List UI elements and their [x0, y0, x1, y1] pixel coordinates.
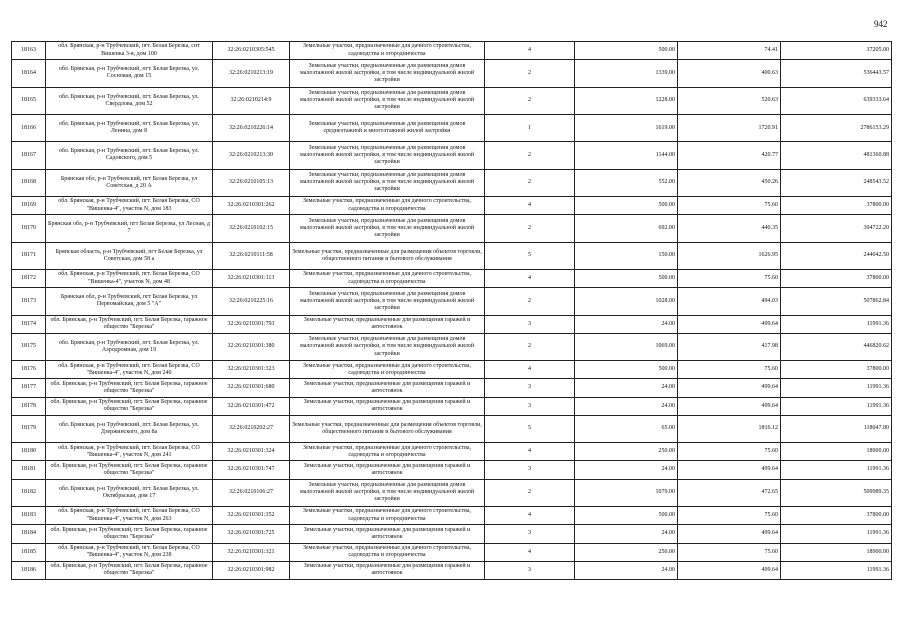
row-address: обл. Брянская, р-н Трубчевский, пгт. Белая Березка, СО "Вишенка-4", участок N, дом 240	[46, 361, 213, 379]
table-row	[12, 142, 892, 169]
row-cadastral-number: 32:26:0210301:321	[213, 543, 290, 561]
row-address: обл. Брянская, р-н Трубчевский, пгт. Белая Березка, ул. Сосновая, дом 15	[46, 60, 213, 87]
row-group: 4	[485, 507, 575, 525]
row-area: 150.00	[575, 242, 678, 269]
row-group: 4	[485, 197, 575, 215]
row-land-use: Земельные участки, предназначенные для дачного строительства, садоводства и огородничества	[290, 269, 485, 287]
table-body	[12, 42, 892, 580]
row-area: 250.00	[575, 543, 678, 561]
row-group: 2	[485, 60, 575, 87]
row-address: обл. Брянская, р-н Трубчевский, пгт. Белая Березка, гаражное общество "Березка"	[46, 315, 213, 333]
row-land-use: Земельные участки, предназначенные для размещения гаражей и автостоянок	[290, 315, 485, 333]
row-group: 2	[485, 87, 575, 114]
row-area: 500.00	[575, 269, 678, 287]
row-area: 692.00	[575, 215, 678, 242]
row-land-use: Земельные участки, предназначенные для дачного строительства, садоводства и огородничества	[290, 197, 485, 215]
table-row	[12, 288, 892, 315]
row-rate: 499.64	[678, 379, 781, 397]
row-cadastral-value: 507862.84	[781, 288, 892, 315]
row-land-use: Земельные участки, предназначенные для размещения объектов торговли, общественного питания и бытового обслуживания	[290, 242, 485, 269]
row-id: 18185	[12, 543, 46, 561]
row-cadastral-value: 639333.64	[781, 87, 892, 114]
row-rate: 499.64	[678, 315, 781, 333]
row-group: 5	[485, 242, 575, 269]
row-rate: 450.26	[678, 169, 781, 196]
table-row	[12, 461, 892, 479]
row-id: 18182	[12, 479, 46, 506]
row-cadastral-value: 118047.80	[781, 415, 892, 442]
row-cadastral-value: 37800.00	[781, 269, 892, 287]
row-land-use: Земельные участки, предназначенные для размещения домов среднеэтажной и многоэтажной жилой застройки	[290, 114, 485, 141]
row-group: 4	[485, 543, 575, 561]
row-cadastral-value: 18900.00	[781, 443, 892, 461]
row-area: 1339.00	[575, 60, 678, 87]
row-address: обл. Брянская, р-н Трубчевский, пгт. Белая Березка, гаражное общество "Березка"	[46, 561, 213, 579]
row-group: 3	[485, 461, 575, 479]
row-id: 18171	[12, 242, 46, 269]
table-row	[12, 242, 892, 269]
row-address: обл. Брянская, р-н Трубчевский, пгт. Белая Березка, СО "Вишенка-4", участок N, дом 183	[46, 197, 213, 215]
row-area: 500.00	[575, 507, 678, 525]
table-row	[12, 361, 892, 379]
table-row	[12, 197, 892, 215]
row-cadastral-value: 37205.00	[781, 42, 892, 60]
row-cadastral-value: 11991.36	[781, 379, 892, 397]
row-area: 1228.00	[575, 87, 678, 114]
row-address: Брянская область, р-н Трубчевский, пгт Белая Березка, ул Советская, дом 58 а	[46, 242, 213, 269]
row-id: 18173	[12, 288, 46, 315]
row-area: 500.00	[575, 361, 678, 379]
table-row	[12, 215, 892, 242]
row-land-use: Земельные участки, предназначенные для размещения домов малоэтажной жилой застройки, в том числе индивидуальной жилой застройки	[290, 87, 485, 114]
row-id: 18184	[12, 525, 46, 543]
row-cadastral-number: 32:26:0210301:352	[213, 507, 290, 525]
row-land-use: Земельные участки, предназначенные для размещения гаражей и автостоянок	[290, 397, 485, 415]
table-row	[12, 169, 892, 196]
row-cadastral-number: 32:26:0210111:58	[213, 242, 290, 269]
row-rate: 75.60	[678, 361, 781, 379]
row-address: обл. Брянская, р-н Трубчевский, пгт. Белая Березка, СО "Вишенка-4", участок N, дом 48	[46, 269, 213, 287]
row-cadastral-number: 32:26:0210301:113	[213, 269, 290, 287]
row-group: 2	[485, 333, 575, 360]
row-address: обл. Брянская, р-н Трубчевский, пгт. Белая Березка, СО "Вишенка-4", участок N, дом 263	[46, 507, 213, 525]
row-cadastral-number: 32:26:0210202:27	[213, 415, 290, 442]
row-area: 24.00	[575, 315, 678, 333]
row-id: 18180	[12, 443, 46, 461]
row-id: 18179	[12, 415, 46, 442]
page-number: 942	[874, 19, 888, 29]
table-row	[12, 397, 892, 415]
row-cadastral-value: 18900.00	[781, 543, 892, 561]
row-rate: 400.63	[678, 60, 781, 87]
row-id: 18186	[12, 561, 46, 579]
row-land-use: Земельные участки, предназначенные для размещения объектов торговли, общественного питания и бытового обслуживания	[290, 415, 485, 442]
row-land-use: Земельные участки, предназначенные для размещения гаражей и автостоянок	[290, 461, 485, 479]
row-cadastral-value: 536443.57	[781, 60, 892, 87]
row-land-use: Земельные участки, предназначенные для размещения домов малоэтажной жилой застройки, в том числе индивидуальной жилой застройки	[290, 288, 485, 315]
row-cadastral-number: 32:26:0210305:545	[213, 42, 290, 60]
row-id: 18168	[12, 169, 46, 196]
table-row	[12, 269, 892, 287]
row-cadastral-value: 2786153.29	[781, 114, 892, 141]
row-id: 18163	[12, 42, 46, 60]
row-area: 65.00	[575, 415, 678, 442]
row-group: 4	[485, 443, 575, 461]
row-rate: 499.64	[678, 525, 781, 543]
row-area: 24.00	[575, 561, 678, 579]
row-land-use: Земельные участки, предназначенные для дачного строительства, садоводства и огородничества	[290, 361, 485, 379]
row-group: 3	[485, 315, 575, 333]
table-row	[12, 443, 892, 461]
row-address: обл. Брянская, р-н Трубчевский, пгт. Белая Березка, СО "Вишенка-4", участок N, дом 238	[46, 543, 213, 561]
row-rate: 494.03	[678, 288, 781, 315]
row-land-use: Земельные участки, предназначенные для размещения домов малоэтажной жилой застройки, в том числе индивидуальной жилой застройки	[290, 169, 485, 196]
row-area: 1619.00	[575, 114, 678, 141]
table-row	[12, 42, 892, 60]
row-group: 2	[485, 479, 575, 506]
row-cadastral-value: 11991.36	[781, 315, 892, 333]
row-id: 18177	[12, 379, 46, 397]
row-cadastral-number: 32:26:0210301:680	[213, 379, 290, 397]
table-row	[12, 333, 892, 360]
row-id: 18166	[12, 114, 46, 141]
row-group: 4	[485, 269, 575, 287]
row-rate: 74.41	[678, 42, 781, 60]
row-cadastral-value: 37800.00	[781, 197, 892, 215]
table-row	[12, 507, 892, 525]
row-cadastral-number: 32:26:0210301:380	[213, 333, 290, 360]
row-address: обл. Брянская, р-н Трубчевский, пгт. Белая Березка, ул. Аэродромная, дом 19	[46, 333, 213, 360]
row-address: обл. Брянская, р-н Трубчевский, пгт. Белая Березка, СО "Вишенка-4", участок N, дом 241	[46, 443, 213, 461]
row-address: Брянская обл, р-н Трубчевский, пгт Белая Березка, ул Первомайская, дом 5 "А"	[46, 288, 213, 315]
row-group: 3	[485, 561, 575, 579]
row-address: обл. Брянская, р-н Трубчевский, пгт. Белая Березка, ул. Октябрьская, дом 17	[46, 479, 213, 506]
table-row	[12, 114, 892, 141]
row-cadastral-number: 32:26:0210225:16	[213, 288, 290, 315]
table-row	[12, 87, 892, 114]
row-cadastral-value: 446820.62	[781, 333, 892, 360]
row-area: 250.00	[575, 443, 678, 461]
row-rate: 499.64	[678, 561, 781, 579]
table-row	[12, 543, 892, 561]
row-cadastral-value: 509989.35	[781, 479, 892, 506]
table-row	[12, 415, 892, 442]
row-group: 1	[485, 114, 575, 141]
row-rate: 75.60	[678, 507, 781, 525]
row-land-use: Земельные участки, предназначенные для размещения домов малоэтажной жилой застройки, в том числе индивидуальной жилой застройки	[290, 142, 485, 169]
row-cadastral-number: 32:26:0210102:15	[213, 215, 290, 242]
row-cadastral-number: 32:26:0210301:472	[213, 397, 290, 415]
row-address: Брянская обл, р-н Трубчевский, пгт Белая Березка, ул Советская, д 20 А	[46, 169, 213, 196]
row-cadastral-number: 32:26:0210106:27	[213, 479, 290, 506]
row-group: 2	[485, 215, 575, 242]
row-rate: 520.63	[678, 87, 781, 114]
row-rate: 1720.91	[678, 114, 781, 141]
row-rate: 472.65	[678, 479, 781, 506]
row-address: обл. Брянская, р-н Трубчевский, пгт. Белая Березка, снт Вишенка 3-я, дом 100	[46, 42, 213, 60]
row-land-use: Земельные участки, предназначенные для размещения гаражей и автостоянок	[290, 379, 485, 397]
row-land-use: Земельные участки, предназначенные для дачного строительства, садоводства и огородничества	[290, 42, 485, 60]
row-rate: 1626.95	[678, 242, 781, 269]
row-land-use: Земельные участки, предназначенные для дачного строительства, садоводства и огородничества	[290, 507, 485, 525]
row-area: 24.00	[575, 397, 678, 415]
row-address: обл. Брянская, р-н Трубчевский, пгт. Белая Березка, гаражное общество "Березка"	[46, 525, 213, 543]
row-land-use: Земельные участки, предназначенные для размещения домов малоэтажной жилой застройки, в том числе индивидуальной жилой застройки	[290, 60, 485, 87]
row-land-use: Земельные участки, предназначенные для размещения гаражей и автостоянок	[290, 561, 485, 579]
row-cadastral-number: 32:26:0210301:793	[213, 315, 290, 333]
row-address: Брянская обл, р-н Трубчевский, пгт Белая Березка, ул Лесная, д 7	[46, 215, 213, 242]
row-group: 4	[485, 42, 575, 60]
row-rate: 417.98	[678, 333, 781, 360]
row-cadastral-value: 37800.00	[781, 361, 892, 379]
row-cadastral-value: 248543.52	[781, 169, 892, 196]
row-land-use: Земельные участки, предназначенные для размещения домов малоэтажной жилой застройки, в том числе индивидуальной жилой застройки	[290, 479, 485, 506]
row-cadastral-value: 244042.50	[781, 242, 892, 269]
row-rate: 75.60	[678, 269, 781, 287]
row-group: 2	[485, 288, 575, 315]
row-id: 18178	[12, 397, 46, 415]
row-id: 18174	[12, 315, 46, 333]
row-cadastral-number: 32:26:0210105:13	[213, 169, 290, 196]
row-id: 18165	[12, 87, 46, 114]
table-row	[12, 60, 892, 87]
row-cadastral-number: 32:26:0210301:324	[213, 443, 290, 461]
land-registry-table	[11, 41, 892, 580]
row-cadastral-value: 11991.36	[781, 461, 892, 479]
table-row	[12, 561, 892, 579]
row-cadastral-number: 32:26:0210301:725	[213, 525, 290, 543]
row-address: обл. Брянская, р-н Трубчевский, пгт. Белая Березка, ул. Дзержинского, дом 8а	[46, 415, 213, 442]
row-address: обл. Брянская, р-н Трубчевский, пгт. Белая Березка, ул. Садовского, дом 5	[46, 142, 213, 169]
table-row	[12, 525, 892, 543]
row-land-use: Земельные участки, предназначенные для размещения гаражей и автостоянок	[290, 525, 485, 543]
row-id: 18164	[12, 60, 46, 87]
row-rate: 1816.12	[678, 415, 781, 442]
row-rate: 75.60	[678, 543, 781, 561]
row-id: 18176	[12, 361, 46, 379]
row-area: 1079.00	[575, 479, 678, 506]
row-group: 3	[485, 379, 575, 397]
row-cadastral-value: 11991.36	[781, 397, 892, 415]
row-area: 552.00	[575, 169, 678, 196]
row-area: 1069.00	[575, 333, 678, 360]
row-cadastral-value: 481360.88	[781, 142, 892, 169]
row-rate: 420.77	[678, 142, 781, 169]
row-group: 2	[485, 142, 575, 169]
row-group: 2	[485, 169, 575, 196]
row-id: 18183	[12, 507, 46, 525]
row-cadastral-number: 32:26:0210213:30	[213, 142, 290, 169]
table-row	[12, 379, 892, 397]
row-rate: 440.35	[678, 215, 781, 242]
row-cadastral-number: 32:26:0210301:323	[213, 361, 290, 379]
row-rate: 75.60	[678, 443, 781, 461]
row-cadastral-number: 32:26:0210226:14	[213, 114, 290, 141]
row-area: 24.00	[575, 461, 678, 479]
row-cadastral-number: 32:26:0210301:262	[213, 197, 290, 215]
row-area: 500.00	[575, 42, 678, 60]
row-area: 1144.00	[575, 142, 678, 169]
row-address: обл. Брянская, р-н Трубчевский, пгт. Белая Березка, ул. Ленина, дом 8	[46, 114, 213, 141]
row-id: 18175	[12, 333, 46, 360]
row-area: 24.00	[575, 379, 678, 397]
row-cadastral-number: 32:26:0210214:9	[213, 87, 290, 114]
row-cadastral-value: 11991.36	[781, 525, 892, 543]
row-area: 1028.00	[575, 288, 678, 315]
row-id: 18169	[12, 197, 46, 215]
row-land-use: Земельные участки, предназначенные для размещения домов малоэтажной жилой застройки, в том числе индивидуальной жилой застройки	[290, 333, 485, 360]
row-id: 18170	[12, 215, 46, 242]
row-address: обл. Брянская, р-н Трубчевский, пгт. Белая Березка, гаражное общество "Березка"	[46, 397, 213, 415]
row-rate: 499.64	[678, 461, 781, 479]
row-cadastral-value: 304722.20	[781, 215, 892, 242]
row-land-use: Земельные участки, предназначенные для размещения домов малоэтажной жилой застройки, в том числе индивидуальной жилой застройки	[290, 215, 485, 242]
row-rate: 75.60	[678, 197, 781, 215]
row-land-use: Земельные участки, предназначенные для дачного строительства, садоводства и огородничества	[290, 443, 485, 461]
row-cadastral-number: 32:26:0210213:19	[213, 60, 290, 87]
row-group: 4	[485, 361, 575, 379]
row-id: 18167	[12, 142, 46, 169]
table-row	[12, 315, 892, 333]
row-cadastral-value: 11991.36	[781, 561, 892, 579]
row-group: 3	[485, 397, 575, 415]
row-id: 18181	[12, 461, 46, 479]
row-area: 24.00	[575, 525, 678, 543]
row-cadastral-number: 32:26:0210301:982	[213, 561, 290, 579]
row-id: 18172	[12, 269, 46, 287]
row-area: 500.00	[575, 197, 678, 215]
row-address: обл. Брянская, р-н Трубчевский, пгт. Белая Березка, ул. Свердлова, дом 52	[46, 87, 213, 114]
row-group: 5	[485, 415, 575, 442]
row-rate: 499.64	[678, 397, 781, 415]
table-row	[12, 479, 892, 506]
row-address: обл. Брянская, р-н Трубчевский, пгт. Белая Березка, гаражное общество "Березка"	[46, 461, 213, 479]
row-group: 3	[485, 525, 575, 543]
row-cadastral-number: 32:26:0210301:747	[213, 461, 290, 479]
row-cadastral-value: 37800.00	[781, 507, 892, 525]
row-address: обл. Брянская, р-н Трубчевский, пгт. Белая Березка, гаражное общество "Березка"	[46, 379, 213, 397]
row-land-use: Земельные участки, предназначенные для дачного строительства, садоводства и огородничества	[290, 543, 485, 561]
